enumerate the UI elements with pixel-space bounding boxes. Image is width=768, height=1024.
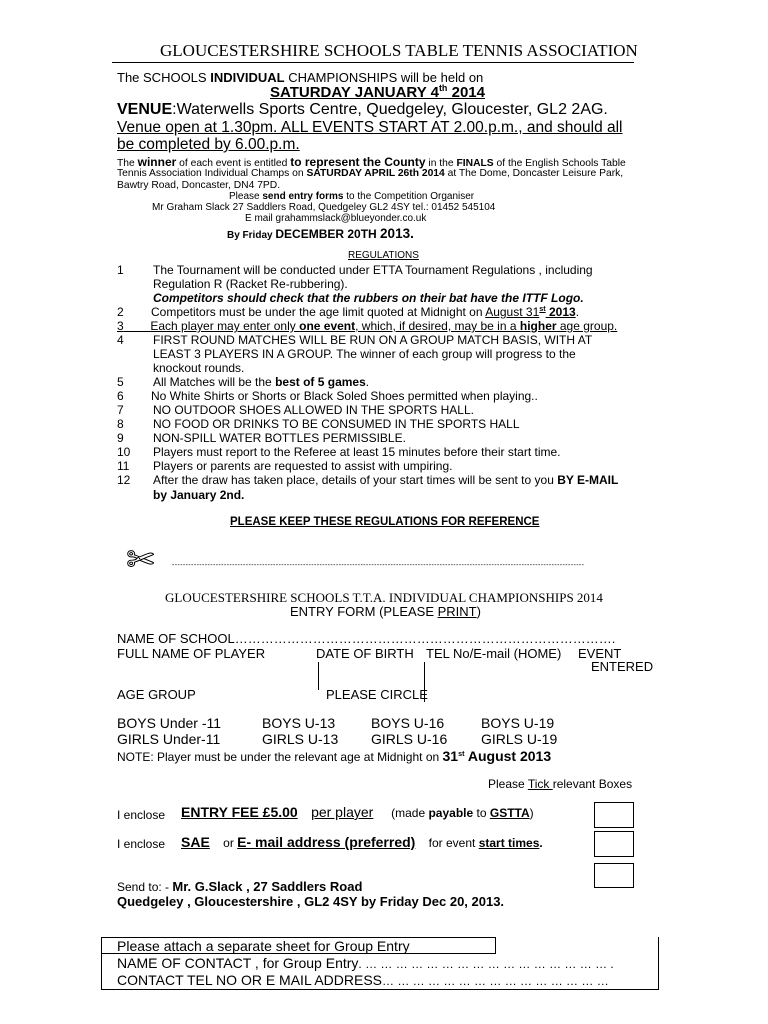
reg-6-number: 6 <box>117 389 124 403</box>
reg-7-text: NO OUTDOOR SHOES ALLOWED IN THE SPORTS HALL. <box>153 403 474 417</box>
contact-name-field[interactable] <box>117 955 614 971</box>
col-entered: ENTERED <box>591 659 654 674</box>
reg-3-number: 3 <box>117 319 124 333</box>
cut-dashed-line: ------------------------------------------------------------------------------------------------------------------------------------------------------- <box>172 562 585 569</box>
contact-name-label: NAME OF CONTACT , for Group Entry <box>117 955 359 971</box>
reg-7-number: 7 <box>117 403 124 417</box>
group-left-rule <box>101 954 102 990</box>
entry-fee-amount: ENTRY FEE £5.00 <box>181 804 298 820</box>
form-subtitle-a: ENTRY FORM (PLEASE <box>290 604 438 619</box>
organiser-email: E mail grahammslack@blueyonder.co.uk <box>245 213 427 224</box>
info-line-4 <box>229 191 474 202</box>
reg-3-higher: higher <box>519 319 557 333</box>
reg-5-a: All Matches will be the <box>153 375 276 389</box>
reg-11-text: Players or parents are requested to assist with umpiring. <box>153 459 453 473</box>
info-p4a: Please <box>229 191 263 202</box>
group-girls-u16[interactable]: GIRLS U-16 <box>371 731 448 747</box>
sae-enclose-label: I enclose <box>117 837 166 851</box>
info-p1a: The <box>117 158 138 169</box>
info-final-date: SATURDAY APRIL 26th 2014 <box>306 168 445 179</box>
reg-2-d: . <box>575 305 580 319</box>
reg-3-one-event: one event <box>299 319 356 333</box>
col-player-name: FULL NAME OF PLAYER <box>117 646 266 661</box>
school-name-label: NAME OF SCHOOL <box>117 631 235 646</box>
reg-2-date: August 31 <box>485 305 540 319</box>
reg-2-year: 2013 <box>545 305 576 319</box>
col-event: EVENT <box>578 646 622 661</box>
form-subtitle-c: ) <box>476 604 481 619</box>
date-year: 2014 <box>447 84 485 101</box>
school-name-dots: ……………………………………………………………………………. <box>234 631 616 646</box>
date-sup: th <box>438 83 448 93</box>
organiser-address: Mr Graham Slack 27 Saddlers Road, Quedgeley GL2 4SY tel.: 01452 545104 <box>152 202 496 213</box>
sae-checkbox[interactable] <box>594 831 634 857</box>
intro-bold: INDIVIDUAL <box>210 70 285 85</box>
deadline-c: 2013. <box>380 226 414 241</box>
tick-a: Please <box>488 777 528 791</box>
sae-start-times: start times <box>478 836 540 850</box>
info-p4c: to the Competition Organiser <box>343 191 475 202</box>
info-p1e: in the <box>425 158 457 169</box>
entry-fee-checkbox[interactable] <box>594 802 634 828</box>
info-p2a: Tennis Association Individual Champs on <box>117 168 307 179</box>
group-boys-u11[interactable]: BOYS Under -11 <box>117 715 222 731</box>
intro-pre: The SCHOOLS <box>117 70 211 85</box>
group-bottom-rule <box>101 989 659 990</box>
reg-3-c: , which, if desired, may be in a <box>355 319 520 333</box>
group-boys-u13[interactable]: BOYS U-13 <box>262 715 336 731</box>
deadline-b: DECEMBER 20TH <box>275 227 381 241</box>
form-title: GLOUCESTERSHIRE SCHOOLS T.T.A. INDIVIDUAL CHAMPIONSHIPS 2014 <box>165 590 603 605</box>
reg-5-text <box>153 375 369 389</box>
info-winner: winner <box>137 155 177 169</box>
sae-line <box>181 834 543 852</box>
intro-line <box>117 70 483 85</box>
age-group-label: AGE GROUP <box>117 687 196 702</box>
tick-c: relevant Boxes <box>552 777 633 791</box>
age-note-sup: st <box>458 749 465 758</box>
reg-5-c: . <box>365 375 370 389</box>
reg-10-number: 10 <box>117 445 131 459</box>
reg-9-text: NON-SPILL WATER BOTTLES PERMISSIBLE. <box>153 431 406 445</box>
reg-1-line-1: The Tournament will be conducted under ETTA Tournament Regulations , including <box>153 263 593 277</box>
send-to-label: Send to: - <box>117 880 173 894</box>
venue-label: VENUE <box>117 101 173 118</box>
reg-3-a: Each player may enter only <box>150 319 300 333</box>
entry-fee-gstta: GSTTA <box>489 806 530 820</box>
reg-12-number: 12 <box>117 473 131 487</box>
info-p2c: at The Dome, Doncaster Leisure Park, <box>444 168 624 179</box>
reg-5-number: 5 <box>117 375 124 389</box>
intro-post: CHAMPIONSHIPS will be held on <box>284 70 484 85</box>
school-name-field[interactable] <box>117 631 615 646</box>
group-girls-u13[interactable]: GIRLS U-13 <box>262 731 339 747</box>
group-girls-u11[interactable]: GIRLS Under-11 <box>117 731 221 747</box>
sae-f: . <box>539 836 543 850</box>
form-subtitle-print: PRINT <box>437 604 477 619</box>
contact-name-dots: . … … … … … … … … … … … … … … … … . <box>358 957 614 971</box>
open-line-2: be completed by 6.00.p.m. <box>117 136 300 153</box>
reg-2-sup: st <box>539 304 546 313</box>
reg-5-best-of: best of 5 games <box>275 375 366 389</box>
fee-enclose-label: I enclose <box>117 808 166 822</box>
entry-fee-line <box>181 804 534 822</box>
reg-11-number: 11 <box>117 459 130 473</box>
entry-fee-c: (made <box>391 806 429 820</box>
reg-12-a: After the draw has taken place, details of your start times will be sent to you <box>153 473 558 487</box>
reg-8-text: NO FOOD OR DRINKS TO BE CONSUMED IN THE SPORTS HALL <box>153 417 520 431</box>
keep-regulations-notice: PLEASE KEEP THESE REGULATIONS FOR REFERENCE <box>230 516 540 528</box>
info-represent: to represent the County <box>290 155 426 169</box>
sae-email-preferred: E- mail address (preferred) <box>237 834 416 850</box>
scissors-icon: ✄ <box>126 541 155 579</box>
reg-9-number: 9 <box>117 431 124 445</box>
info-line-1 <box>117 155 626 169</box>
reg-2-text <box>151 305 579 319</box>
reg-3-e: age group. <box>556 319 618 333</box>
reg-2-a: Competitors must be under the age limit quoted at Midnight on <box>151 305 486 319</box>
contact-tel-dots: … … … … … … … … … … … … … … … <box>382 974 609 988</box>
reg-10-text: Players must report to the Referee at least 15 minutes before their start time. <box>153 445 561 459</box>
reg-1-line-3: Competitors should check that the rubbers on their bat have the ITTF Logo. <box>153 291 584 305</box>
reg-2-number: 2 <box>117 305 124 319</box>
send-to-address: Mr. G.Slack , 27 Saddlers Road <box>172 879 363 894</box>
reg-1-number: 1 <box>117 263 124 277</box>
col-tel-email: TEL No/E-mail (HOME) <box>426 646 562 661</box>
age-note <box>117 748 551 764</box>
reg-12-line-2: by January 2nd. <box>153 488 245 502</box>
age-note-a: NOTE: Player must be under the relevant age at Midnight on <box>117 750 443 764</box>
venue-line <box>117 101 608 119</box>
info-line-3: Bawtry Road, Doncaster, DN4 7PD. <box>117 180 281 191</box>
info-p1c: of each event is entitled <box>176 158 291 169</box>
reg-12-email: BY E-MAIL <box>557 473 619 487</box>
reg-4-number: 4 <box>117 333 124 347</box>
group-right-rule <box>658 937 659 990</box>
page-title: GLOUCESTERSHIRE SCHOOLS TABLE TENNIS ASSOCIATION <box>112 40 634 63</box>
reg-8-number: 8 <box>117 417 124 431</box>
entry-fee-g: ) <box>529 806 534 820</box>
reg-4-line-1: FIRST ROUND MATCHES WILL BE RUN ON A GROUP MATCH BASIS, WITH AT <box>153 333 593 347</box>
email-checkbox[interactable] <box>594 863 634 888</box>
entry-fee-e: to <box>473 806 490 820</box>
tick-boxes-note <box>488 777 632 791</box>
deadline-line <box>227 225 414 243</box>
group-boys-u16[interactable]: BOYS U-16 <box>371 715 445 731</box>
reg-3-line <box>117 319 650 333</box>
info-finals: FINALS <box>456 158 494 169</box>
age-note-month: August 2013 <box>464 748 552 764</box>
reg-4-line-3: knockout rounds. <box>153 361 245 375</box>
sae-label: SAE <box>181 834 210 850</box>
tick-b: Tick <box>527 777 553 791</box>
open-line-1: Venue open at 1.30pm. ALL EVENTS START AT 2.00.p.m., and should all <box>117 119 623 136</box>
reg-12-line-1 <box>153 473 618 487</box>
reg-6-text: No White Shirts or Shorts or Black Soled Shoes permitted when playing.. <box>151 389 538 403</box>
event-date <box>270 84 485 101</box>
please-circle-label: PLEASE CIRCLE <box>326 687 428 702</box>
form-divider-dob <box>318 662 319 690</box>
entry-fee-per-player: per player <box>311 804 374 820</box>
date-main: SATURDAY JANUARY 4 <box>270 84 439 101</box>
sae-d: for event <box>428 836 479 850</box>
info-line-2 <box>117 168 623 179</box>
info-p1g: of the English Schools Table <box>493 158 626 169</box>
col-date-of-birth: DATE OF BIRTH <box>316 646 414 661</box>
group-boys-u19[interactable]: BOYS U-19 <box>481 715 555 731</box>
reg-4-line-2: LEAST 3 PLAYERS IN A GROUP. The winner of each group will progress to the <box>153 347 576 361</box>
reg-1-line-2: Regulation R (Racket Re-rubbering). <box>153 277 348 291</box>
form-subtitle <box>290 604 481 619</box>
group-girls-u19[interactable]: GIRLS U-19 <box>481 731 558 747</box>
info-send-forms: send entry forms <box>262 191 344 202</box>
regulations-heading: REGULATIONS <box>348 250 419 261</box>
send-to-line-2: Quedgeley , Gloucestershire , GL2 4SY by Friday Dec 20, 2013. <box>117 894 505 909</box>
age-note-day: 31 <box>442 748 459 764</box>
venue-text: :Waterwells Sports Centre, Quedgeley, Gloucester, GL2 2AG. <box>172 101 608 118</box>
deadline-a: By Friday <box>227 230 276 241</box>
entry-fee-payable: payable <box>428 806 474 820</box>
sae-or: or <box>223 836 238 850</box>
group-entry-notice: Please attach a separate sheet for Group Entry <box>117 938 410 954</box>
contact-tel-label: CONTACT TEL NO OR E MAIL ADDRESS <box>117 972 383 988</box>
contact-tel-field[interactable] <box>117 972 609 988</box>
